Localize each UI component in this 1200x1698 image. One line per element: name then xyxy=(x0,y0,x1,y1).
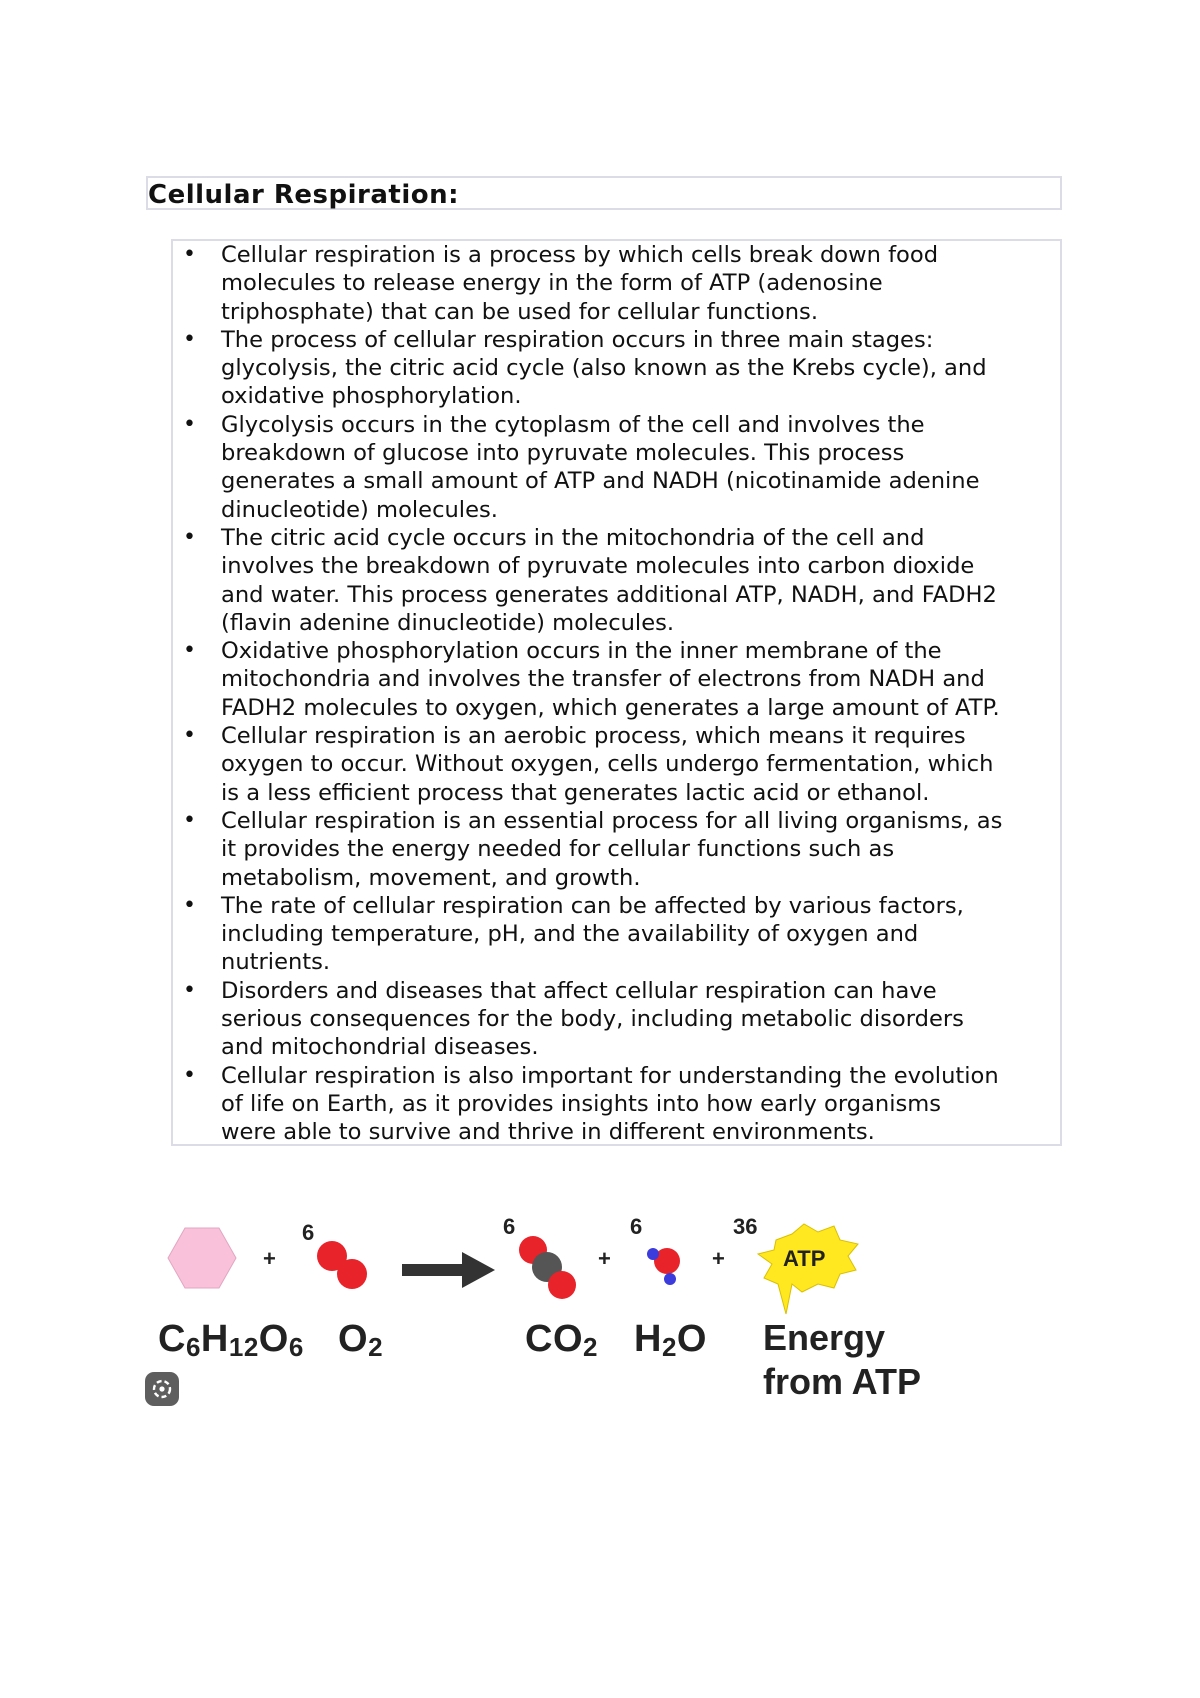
list-item: • Cellular respiration is a process by which cells break down food molecules to release energy in the form of ATP (adenosine triphosphate) that can be used for cellular functions. xyxy=(173,241,1073,326)
glucose-hexagon xyxy=(168,1228,236,1288)
co2-coefficient: 6 xyxy=(503,1214,516,1239)
water-hydrogen-atom-1 xyxy=(647,1248,659,1260)
atp-label: ATP xyxy=(783,1246,826,1271)
water-coefficient: 6 xyxy=(630,1214,643,1239)
water-hydrogen-atom-2 xyxy=(664,1273,676,1285)
oxygen-atom-2 xyxy=(337,1259,367,1289)
list-item: • The process of cellular respiration occurs in three main stages: glycolysis, the citric acid cycle (also known as the Krebs cycle), and oxidative phosphorylation. xyxy=(173,326,1073,411)
list-item: • Oxidative phosphorylation occurs in the inner membrane of the mitochondria and involves the transfer of electrons from NADH and FADH2 molecules to oxygen, which generates a large amount of ATP. xyxy=(173,637,1073,722)
list-item: • Glycolysis occurs in the cytoplasm of the cell and involves the breakdown of glucose into pyruvate molecules. This process generates a small amount of ATP and NADH (nicotinamide adenine dinucleotide) molecules. xyxy=(173,411,1073,524)
bullet-list-box xyxy=(171,239,1062,1146)
list-item: • Cellular respiration is also important for understanding the evolution of life on Earth, as it provides insights into how early organisms were able to survive and thrive in different environments. xyxy=(173,1062,1073,1147)
energy-from-atp-label: Energy from ATP xyxy=(763,1317,921,1402)
list-item: • Cellular respiration is an essential process for all living organisms, as it provides the energy needed for cellular functions such as metabolism, movement, and growth. xyxy=(173,807,1073,892)
list-item: • Disorders and diseases that affect cellular respiration can have serious consequences for the body, including metabolic disorders and mitochondrial diseases. xyxy=(173,977,1073,1062)
image-options-button[interactable] xyxy=(145,1372,179,1406)
list-item: • Cellular respiration is an aerobic process, which means it requires oxygen to occur. Without oxygen, cells undergo fermentation, which is a less efficient process that generates lactic acid or ethanol. xyxy=(173,722,1073,807)
list-item: • The citric acid cycle occurs in the mitochondria of the cell and involves the breakdown of pyruvate molecules into carbon dioxide and water. This process generates additional ATP, NADH, and FADH2 (flavin adenine dinucleotide) molecules. xyxy=(173,524,1073,637)
respiration-equation-diagram xyxy=(140,1200,960,1410)
glucose-formula: $C_6H_{12}O_6$ xyxy=(158,1318,304,1362)
oxygen-coefficient: 6 xyxy=(302,1220,315,1245)
reaction-arrow-head xyxy=(462,1252,495,1288)
water-formula: $H_2O$ xyxy=(634,1318,707,1362)
list-item: • The rate of cellular respiration can be affected by various factors, including temperature, pH, and the availability of oxygen and nutrients. xyxy=(173,892,1073,977)
oxygen-formula: $O_2$ xyxy=(338,1318,384,1362)
bullet-list xyxy=(173,241,1073,1147)
co2-formula: $CO_2$ xyxy=(525,1318,598,1362)
target-icon xyxy=(145,1372,179,1406)
plus-sign: + xyxy=(712,1246,725,1271)
reaction-arrow-shaft xyxy=(402,1264,466,1276)
plus-sign: + xyxy=(598,1246,611,1271)
title-box xyxy=(146,176,1062,210)
atp-coefficient: 36 xyxy=(733,1214,758,1239)
page-title: Cellular Respiration: xyxy=(148,180,460,210)
plus-sign: + xyxy=(263,1246,276,1271)
co2-oxygen-atom-2 xyxy=(548,1271,576,1299)
